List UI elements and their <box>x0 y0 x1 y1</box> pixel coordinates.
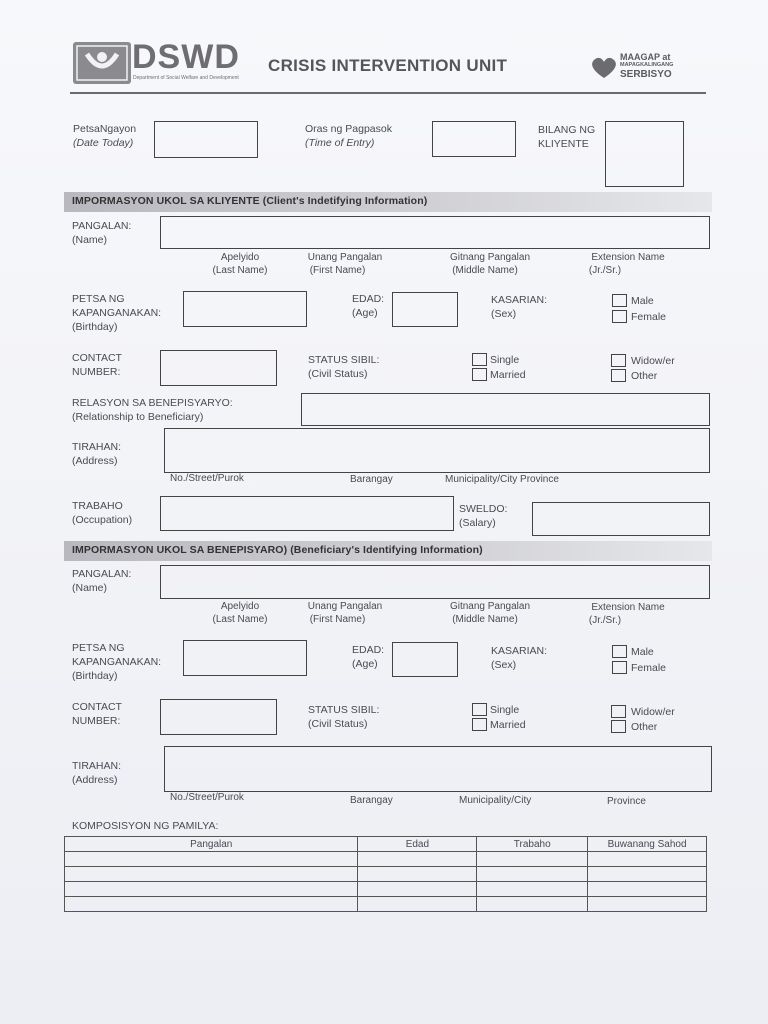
client-birthday-label-2: KAPANGANAKAN: <box>72 307 162 319</box>
client-name-label: PANGALAN: <box>72 220 132 232</box>
date-label-en: (Date Today) <box>73 137 134 149</box>
ben-ext-name-en: (Jr./Sr.) <box>588 615 622 626</box>
client-name-label-en: (Name) <box>72 234 108 246</box>
beneficiary-section-title: IMPORMASYON UKOL SA BENEPISYARO) (Beneficiary's Identifying Information) <box>72 544 483 556</box>
client-female-checkbox[interactable] <box>612 310 627 323</box>
ben-contact-label-2: NUMBER: <box>72 715 121 727</box>
client-birthday-label-1: PETSA NG <box>72 293 125 305</box>
client-ext-name: Extension Name <box>591 252 665 263</box>
table-row <box>65 867 707 882</box>
ben-addr-province: Province <box>607 796 646 807</box>
col-sahod: Buwanang Sahod <box>588 837 707 852</box>
ben-birthday-label-en: (Birthday) <box>72 670 118 682</box>
ben-contact-field[interactable] <box>160 699 277 735</box>
client-middle-name: Gitnang Pangalan <box>449 252 531 263</box>
client-married-label: Married <box>490 369 526 381</box>
ben-single-checkbox[interactable] <box>472 703 487 716</box>
ben-birthday-field[interactable] <box>183 640 307 676</box>
client-age-field[interactable] <box>392 292 458 327</box>
ben-married-checkbox[interactable] <box>472 718 487 731</box>
client-widow-label: Widow/er <box>631 355 675 367</box>
family-table <box>64 836 707 912</box>
client-section-title: IMPORMASYON UKOL SA KLIYENTE (Client's Indetifying Information) <box>72 195 428 207</box>
dswd-logo-icon <box>73 42 131 84</box>
client-sex-label: KASARIAN: <box>491 294 548 306</box>
client-addr-muni: Municipality/City Province <box>445 474 559 485</box>
badge-line3: SERBISYO <box>620 69 672 80</box>
client-address-label: TIRAHAN: <box>72 441 122 453</box>
badge-line1: MAAGAP at <box>620 52 671 62</box>
client-birthday-field[interactable] <box>183 291 307 327</box>
ben-middle-name: Gitnang Pangalan <box>449 601 531 612</box>
ben-female-label: Female <box>631 662 667 674</box>
maagap-badge <box>590 50 710 86</box>
ben-male-label: Male <box>631 646 654 658</box>
ben-addr-street: No./Street/Purok <box>170 792 244 803</box>
salary-label: SWELDO: <box>459 503 508 515</box>
ben-widow-label: Widow/er <box>631 706 675 718</box>
heart-icon <box>590 56 618 80</box>
table-row <box>65 897 707 912</box>
client-other-label: Other <box>631 370 658 382</box>
header-divider <box>70 92 706 94</box>
dswd-subtitle: Department of Social Welfare and Development <box>133 75 239 81</box>
client-first-name-en: (First Name) <box>309 265 366 276</box>
ben-first-name-en: (First Name) <box>309 614 366 625</box>
client-widow-checkbox[interactable] <box>611 354 626 367</box>
salary-field[interactable] <box>532 502 710 536</box>
client-contact-field[interactable] <box>160 350 277 386</box>
date-label: PetsaNgayon <box>73 123 137 135</box>
client-ext-name-en: (Jr./Sr.) <box>588 265 622 276</box>
client-civil-label: STATUS SIBIL: <box>308 354 380 366</box>
table-row <box>65 882 707 897</box>
ben-contact-label-1: CONTACT <box>72 701 122 713</box>
relationship-label-en: (Relationship to Beneficiary) <box>72 411 204 423</box>
client-address-label-en: (Address) <box>72 455 118 467</box>
ben-widow-checkbox[interactable] <box>611 705 626 718</box>
client-no-label-1: BILANG NG <box>538 124 596 136</box>
ben-married-label: Married <box>490 719 526 731</box>
client-civil-label-en: (Civil Status) <box>308 368 368 380</box>
ben-address-label-en: (Address) <box>72 774 118 786</box>
client-first-name: Unang Pangalan <box>307 252 383 263</box>
dswd-wordmark: DSWD <box>132 38 240 76</box>
page-title: CRISIS INTERVENTION UNIT <box>268 56 508 75</box>
ben-birthday-label-1: PETSA NG <box>72 642 125 654</box>
ben-age-label-en: (Age) <box>352 658 378 670</box>
client-single-label: Single <box>490 354 520 366</box>
ben-first-name: Unang Pangalan <box>307 601 383 612</box>
ben-female-checkbox[interactable] <box>612 661 627 674</box>
client-number-field[interactable] <box>605 121 684 187</box>
salary-label-en: (Salary) <box>459 517 496 529</box>
client-last-name-en: (Last Name) <box>212 265 268 276</box>
client-birthday-label-en: (Birthday) <box>72 321 118 333</box>
client-contact-label-2: NUMBER: <box>72 366 121 378</box>
col-trabaho: Trabaho <box>477 837 588 852</box>
client-male-checkbox[interactable] <box>612 294 627 307</box>
ben-sex-label-en: (Sex) <box>491 659 517 671</box>
ben-name-label-en: (Name) <box>72 582 108 594</box>
client-single-checkbox[interactable] <box>472 353 487 366</box>
relationship-label: RELASYON SA BENEPISYARYO: <box>72 397 233 409</box>
ben-age-field[interactable] <box>392 642 458 677</box>
table-row <box>65 852 707 867</box>
client-other-checkbox[interactable] <box>611 369 626 382</box>
ben-single-label: Single <box>490 704 520 716</box>
client-address-field[interactable] <box>164 428 710 473</box>
ben-addr-muni: Municipality/City <box>459 795 532 806</box>
ben-civil-label-en: (Civil Status) <box>308 718 368 730</box>
ben-civil-label: STATUS SIBIL: <box>308 704 380 716</box>
client-age-label: EDAD: <box>352 293 385 305</box>
ben-name-label: PANGALAN: <box>72 568 132 580</box>
client-age-label-en: (Age) <box>352 307 378 319</box>
time-label-en: (Time of Entry) <box>305 137 375 149</box>
client-no-label-2: KLIYENTE <box>538 138 589 150</box>
time-label: Oras ng Pagpasok <box>305 123 392 135</box>
client-name-field[interactable] <box>160 216 710 249</box>
occupation-field[interactable] <box>160 496 454 531</box>
ben-male-checkbox[interactable] <box>612 645 627 658</box>
beneficiary-section-header <box>64 541 712 561</box>
ben-last-name-en: (Last Name) <box>212 614 268 625</box>
ben-sex-label: KASARIAN: <box>491 645 548 657</box>
date-today-field[interactable] <box>154 121 258 158</box>
client-contact-label-1: CONTACT <box>72 352 122 364</box>
family-title: KOMPOSISYON NG PAMILYA: <box>72 820 219 832</box>
client-married-checkbox[interactable] <box>472 368 487 381</box>
ben-addr-barangay: Barangay <box>350 795 393 806</box>
ben-name-field[interactable] <box>160 565 710 599</box>
badge-line2: MAPAGKALINGANG <box>620 62 674 68</box>
ben-other-label: Other <box>631 721 658 733</box>
client-sex-label-en: (Sex) <box>491 308 517 320</box>
ben-middle-name-en: (Middle Name) <box>452 614 518 625</box>
ben-ext-name: Extension Name <box>591 602 665 613</box>
ben-other-checkbox[interactable] <box>611 720 626 733</box>
ben-last-name: Apelyido <box>220 601 260 612</box>
col-pangalan: Pangalan <box>65 837 358 852</box>
occupation-label-en: (Occupation) <box>72 514 133 526</box>
relationship-field[interactable] <box>301 393 710 426</box>
client-male-label: Male <box>631 295 654 307</box>
client-last-name: Apelyido <box>220 252 260 263</box>
client-middle-name-en: (Middle Name) <box>452 265 518 276</box>
time-entry-field[interactable] <box>432 121 516 157</box>
col-edad: Edad <box>358 837 477 852</box>
client-female-label: Female <box>631 311 667 323</box>
ben-birthday-label-2: KAPANGANAKAN: <box>72 656 162 668</box>
ben-address-label: TIRAHAN: <box>72 760 122 772</box>
client-section-header <box>64 192 712 212</box>
ben-address-field[interactable] <box>164 746 712 792</box>
client-addr-street: No./Street/Purok <box>170 473 244 484</box>
occupation-label: TRABAHO <box>72 500 123 512</box>
ben-age-label: EDAD: <box>352 644 385 656</box>
client-addr-barangay: Barangay <box>350 474 393 485</box>
family-header-row <box>65 837 707 852</box>
